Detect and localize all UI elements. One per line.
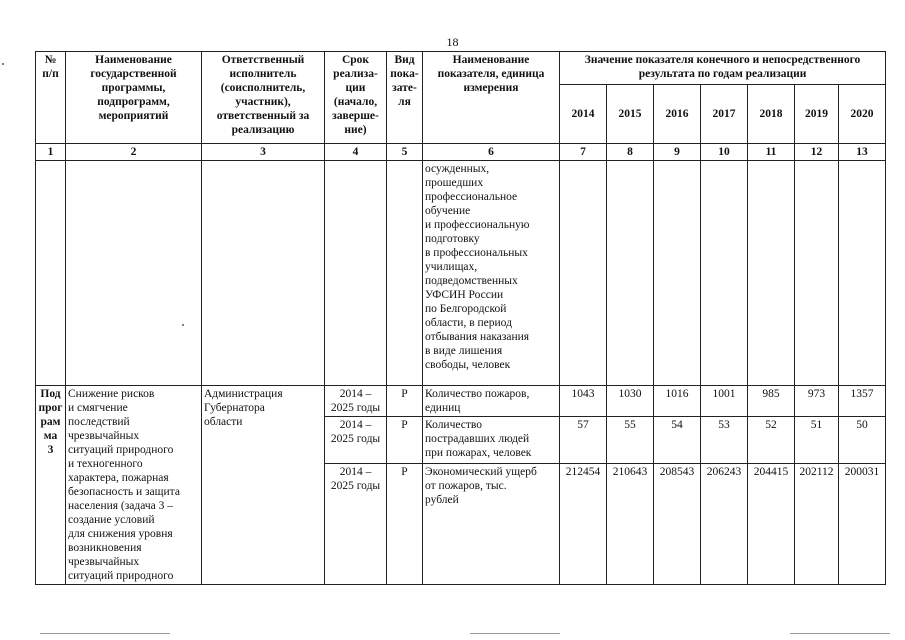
header-col-responsible: Ответственный исполнитель (соисполнитель, участник), ответственный за реализацию: [202, 52, 325, 144]
row-value: 57: [560, 417, 607, 464]
column-number: 7: [560, 144, 607, 161]
row-value: 53: [701, 417, 748, 464]
scan-edge-line: [470, 633, 560, 634]
header-col-kind: Вид пока- зате- ля: [387, 52, 423, 144]
row-kind: Р: [387, 464, 423, 585]
row-value: 1016: [654, 386, 701, 417]
continued-value: [607, 161, 654, 386]
row-indicator: Количество пожаров, единиц: [423, 386, 560, 417]
scan-speck: [182, 324, 184, 326]
header-year: 2018: [748, 85, 795, 144]
header-year: 2019: [795, 85, 839, 144]
row-value: 212454: [560, 464, 607, 585]
header-col-name: Наименование государственной программы, подпрограмм, мероприятий: [66, 52, 202, 144]
header-col-term: Срок реализа- ции (начало, заверше- ние): [325, 52, 387, 144]
continued-cell-term: [325, 161, 387, 386]
header-year: 2016: [654, 85, 701, 144]
row-value: 55: [607, 417, 654, 464]
row-value: 204415: [748, 464, 795, 585]
subprogram-responsible: Администрация Губернатора области: [202, 386, 325, 585]
row-value: 985: [748, 386, 795, 417]
column-number: 10: [701, 144, 748, 161]
row-value: 1043: [560, 386, 607, 417]
row-value: 973: [795, 386, 839, 417]
header-year: 2017: [701, 85, 748, 144]
column-number: 9: [654, 144, 701, 161]
header-year: 2015: [607, 85, 654, 144]
header-col-indicator: Наименование показателя, единица измерения: [423, 52, 560, 144]
header-row: [36, 52, 886, 85]
scan-edge-line: [790, 633, 890, 634]
column-number: 8: [607, 144, 654, 161]
column-number: 12: [795, 144, 839, 161]
row-value: 1357: [839, 386, 886, 417]
column-number: 5: [387, 144, 423, 161]
column-number: 1: [36, 144, 66, 161]
column-number: 6: [423, 144, 560, 161]
row-value: 52: [748, 417, 795, 464]
continued-cell-kind: [387, 161, 423, 386]
row-term: 2014 – 2025 годы: [325, 464, 387, 585]
header-col-num: № п/п: [36, 52, 66, 144]
continued-cell-responsible: [202, 161, 325, 386]
header-year: 2014: [560, 85, 607, 144]
header-col-values: Значение показателя конечного и непосредственного результата по годам реализации: [560, 52, 886, 85]
row-value: 208543: [654, 464, 701, 585]
row-value: 54: [654, 417, 701, 464]
row-value: 50: [839, 417, 886, 464]
continued-cell-num: [36, 161, 66, 386]
header-year: 2020: [839, 85, 886, 144]
column-number: 13: [839, 144, 886, 161]
subprogram-name: Снижение рисков и смягчение последствий чрезвычайных ситуаций природного и техногенного характера, пожарная безопасность и защита населения (задача 3 – создание условий для снижения уровня возникновения чрезвычайных ситуаций природного: [66, 386, 202, 585]
continued-value: [795, 161, 839, 386]
continued-value: [748, 161, 795, 386]
row-value: 200031: [839, 464, 886, 585]
column-number: 4: [325, 144, 387, 161]
row-value: 1030: [607, 386, 654, 417]
row-value: 210643: [607, 464, 654, 585]
scan-speck: [2, 63, 4, 65]
continued-value: [654, 161, 701, 386]
row-term: 2014 – 2025 годы: [325, 386, 387, 417]
continued-value: [560, 161, 607, 386]
row-value: 202112: [795, 464, 839, 585]
continued-cell-name: [66, 161, 202, 386]
column-number: 11: [748, 144, 795, 161]
row-value: 206243: [701, 464, 748, 585]
row-indicator: Количество пострадавших людей при пожарах, человек: [423, 417, 560, 464]
continued-indicator: осужденных, прошедших профессиональное обучение и профессиональную подготовку в профессиональных училищах, подведомственных УФСИН России по Белгородской области, в период отбывания наказания в виде лишения свободы, человек: [423, 161, 560, 386]
subprogram-number: Под прог рам ма 3: [36, 386, 66, 585]
row-value: 1001: [701, 386, 748, 417]
column-numbers-row: [36, 144, 886, 161]
column-number: 2: [66, 144, 202, 161]
row-kind: Р: [387, 417, 423, 464]
row-value: 51: [795, 417, 839, 464]
row-kind: Р: [387, 386, 423, 417]
table-row: [36, 386, 886, 417]
table-row-continued: [36, 161, 886, 386]
continued-value: [701, 161, 748, 386]
scan-edge-line: [40, 633, 170, 634]
indicator-table: [35, 51, 886, 585]
row-term: 2014 – 2025 годы: [325, 417, 387, 464]
page-number: 18: [446, 35, 459, 49]
row-indicator: Экономический ущерб от пожаров, тыс. рублей: [423, 464, 560, 585]
continued-value: [839, 161, 886, 386]
column-number: 3: [202, 144, 325, 161]
